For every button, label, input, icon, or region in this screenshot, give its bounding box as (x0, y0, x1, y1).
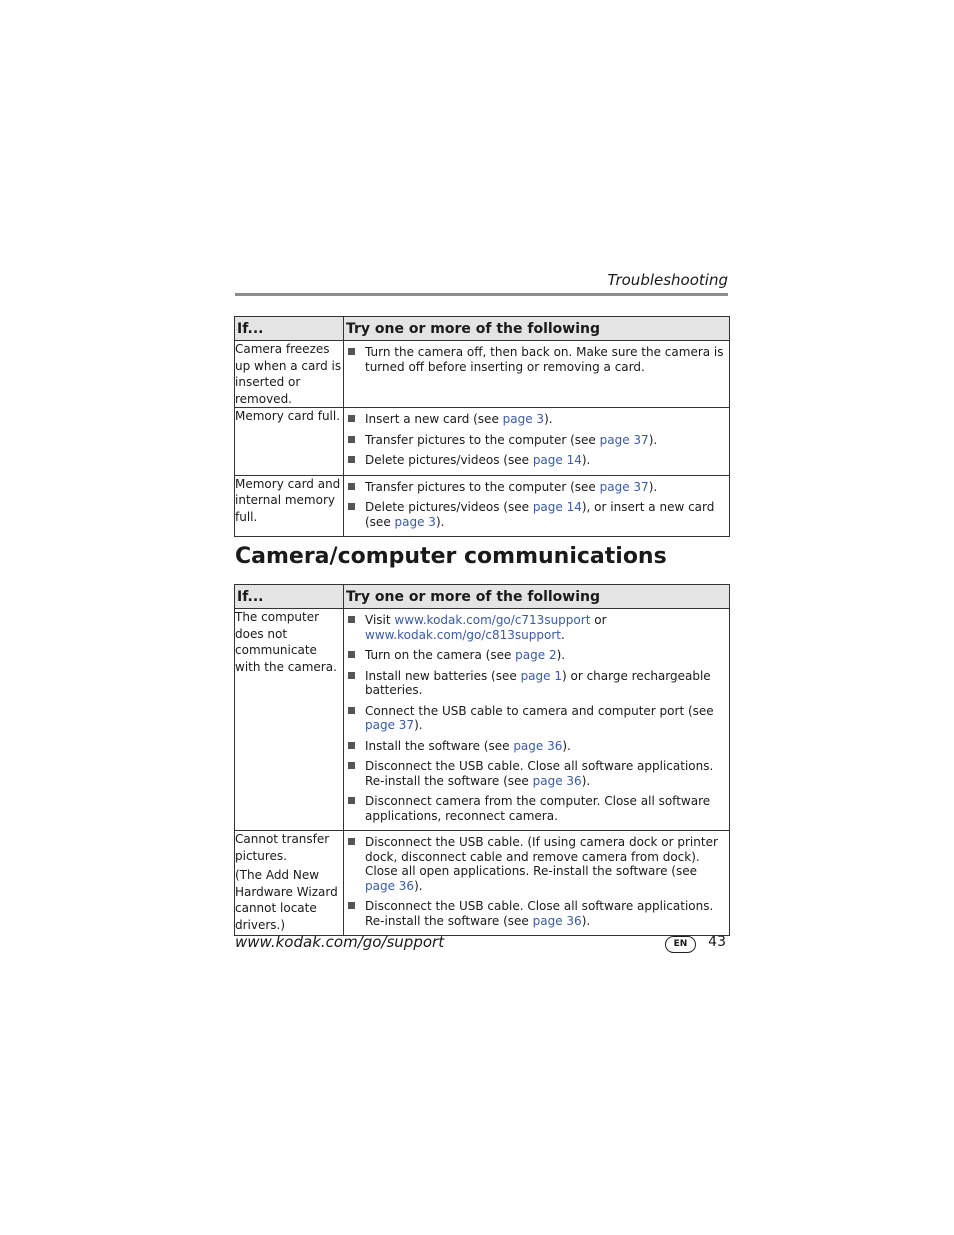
column-header-try: Try one or more of the following (344, 317, 730, 341)
action-item (344, 613, 725, 642)
page-reference-link[interactable]: page 3 (502, 412, 545, 426)
action-item (344, 835, 725, 893)
action-item (344, 739, 725, 754)
condition-cell (235, 831, 344, 936)
page-reference-link[interactable]: page 14 (532, 453, 582, 467)
action-text: Install new batteries (see (365, 668, 521, 683)
page-reference-link[interactable]: page 36 (532, 773, 582, 788)
condition-text: Memory card and internal memory full. (235, 476, 341, 524)
action-item (344, 345, 725, 374)
page-reference-link[interactable]: page 36 (513, 738, 563, 753)
table-row (235, 475, 730, 537)
square-bullet-icon (348, 707, 355, 714)
action-item (344, 500, 725, 529)
action-text: or (590, 613, 607, 627)
condition-cell (235, 408, 344, 476)
action-item (344, 433, 725, 448)
actions-cell (344, 475, 730, 537)
action-list (344, 408, 729, 475)
actions-cell (344, 341, 730, 408)
action-list (344, 341, 729, 381)
page-reference-link[interactable]: www.kodak.com/go/c813support (365, 627, 562, 642)
page-reference-link[interactable]: page 36 (532, 913, 582, 928)
condition-text: The computer does not communicate with the camera. (235, 610, 337, 674)
action-text: ). (581, 773, 591, 788)
column-header-try: Try one or more of the following (344, 585, 730, 609)
actions-cell (344, 408, 730, 476)
action-item (344, 669, 725, 698)
action-text: Transfer pictures to the computer (see (365, 432, 600, 447)
column-header-if: If... (235, 585, 344, 609)
footer-support-url[interactable]: www.kodak.com/go/support (235, 933, 445, 951)
square-bullet-icon (348, 797, 355, 804)
square-bullet-icon (348, 838, 355, 845)
troubleshooting-table-cards (234, 316, 730, 537)
condition-cell (235, 609, 344, 831)
page-reference-link[interactable]: page 37 (599, 432, 649, 447)
action-text: ), or insert a new card (see (365, 500, 715, 529)
action-text: ). (544, 412, 553, 426)
square-bullet-icon (348, 672, 355, 679)
action-text: Delete pictures/videos (see (365, 500, 533, 514)
page-reference-link[interactable]: page 36 (365, 878, 415, 893)
action-item (344, 759, 725, 788)
square-bullet-icon (348, 503, 355, 510)
language-badge: EN (665, 936, 696, 953)
action-text: Disconnect the USB cable. Close all software applications. Re-install the software (see (365, 899, 714, 928)
table-row (235, 341, 730, 408)
action-text: . (561, 627, 565, 642)
action-text: Turn the camera off, then back on. Make sure the camera is turned off before inserting or removing a card. (365, 345, 724, 374)
action-text: Visit (365, 613, 395, 627)
square-bullet-icon (348, 456, 355, 463)
action-text: Turn on the camera (see (365, 648, 516, 662)
action-item (344, 899, 725, 928)
square-bullet-icon (348, 742, 355, 749)
action-text: ). (648, 432, 658, 447)
action-list (344, 476, 729, 537)
page-reference-link[interactable]: www.kodak.com/go/c713support (394, 613, 591, 627)
action-item (344, 480, 725, 495)
page-reference-link[interactable]: page 14 (532, 500, 582, 514)
action-item (344, 453, 725, 468)
action-text: Connect the USB cable to camera and computer port (see (365, 703, 714, 718)
action-text: ) or charge rechargeable batteries. (365, 668, 711, 697)
action-text: Disconnect the USB cable. Close all software applications. Re-install the software (see (365, 759, 714, 788)
troubleshooting-table-communications (234, 584, 730, 936)
condition-text: Camera freezes up when a card is inserted or removed. (235, 342, 342, 406)
table-row (235, 831, 730, 936)
condition-text: Cannot transfer pictures. (235, 832, 330, 863)
action-text: ). (648, 479, 658, 494)
action-item (344, 704, 725, 733)
action-item (344, 412, 725, 427)
column-header-if: If... (235, 317, 344, 341)
table-row (235, 609, 730, 831)
square-bullet-icon (348, 436, 355, 443)
action-text: ). (581, 453, 591, 467)
actions-cell (344, 831, 730, 936)
square-bullet-icon (348, 762, 355, 769)
action-text: ). (556, 648, 566, 662)
square-bullet-icon (348, 651, 355, 658)
action-item (344, 794, 725, 823)
condition-text: Memory card full. (235, 409, 341, 423)
action-text: Disconnect the USB cable. (If using camera dock or printer dock, disconnect cable and remove camera from dock). Close all open applications. Re-install the software (see (365, 835, 718, 878)
actions-cell (344, 609, 730, 831)
square-bullet-icon (348, 348, 355, 355)
action-text: ). (435, 514, 445, 529)
action-text: Delete pictures/videos (see (365, 453, 533, 467)
action-list (344, 831, 729, 935)
page-reference-link[interactable]: page 1 (520, 668, 562, 683)
square-bullet-icon (348, 902, 355, 909)
action-list (344, 609, 729, 830)
page-reference-link[interactable]: page 3 (394, 514, 436, 529)
action-text: Insert a new card (see (365, 412, 503, 426)
table-header-row (235, 585, 730, 609)
table-row (235, 408, 730, 476)
running-head: Troubleshooting (607, 271, 728, 289)
action-text: ). (414, 878, 423, 893)
condition-cell (235, 475, 344, 537)
page-number: 43 (708, 934, 726, 950)
action-text: Install the software (see (365, 738, 514, 753)
square-bullet-icon (348, 415, 355, 422)
page-reference-link[interactable]: page 2 (515, 648, 557, 662)
section-title: Camera/computer communications (235, 544, 667, 569)
square-bullet-icon (348, 616, 355, 623)
action-text: ). (414, 718, 423, 732)
page-reference-link[interactable]: page 37 (365, 718, 415, 732)
condition-text: (The Add New Hardware Wizard cannot locate drivers.) (235, 868, 338, 932)
condition-cell (235, 341, 344, 408)
action-item (344, 648, 725, 663)
header-rule (235, 293, 728, 296)
square-bullet-icon (348, 483, 355, 490)
action-text: Disconnect camera from the computer. Close all software applications, reconnect camera. (365, 794, 711, 823)
action-text: Transfer pictures to the computer (see (365, 479, 600, 494)
action-text: ). (562, 738, 571, 753)
page-reference-link[interactable]: page 37 (599, 479, 649, 494)
action-text: ). (581, 913, 591, 928)
table-header-row (235, 317, 730, 341)
